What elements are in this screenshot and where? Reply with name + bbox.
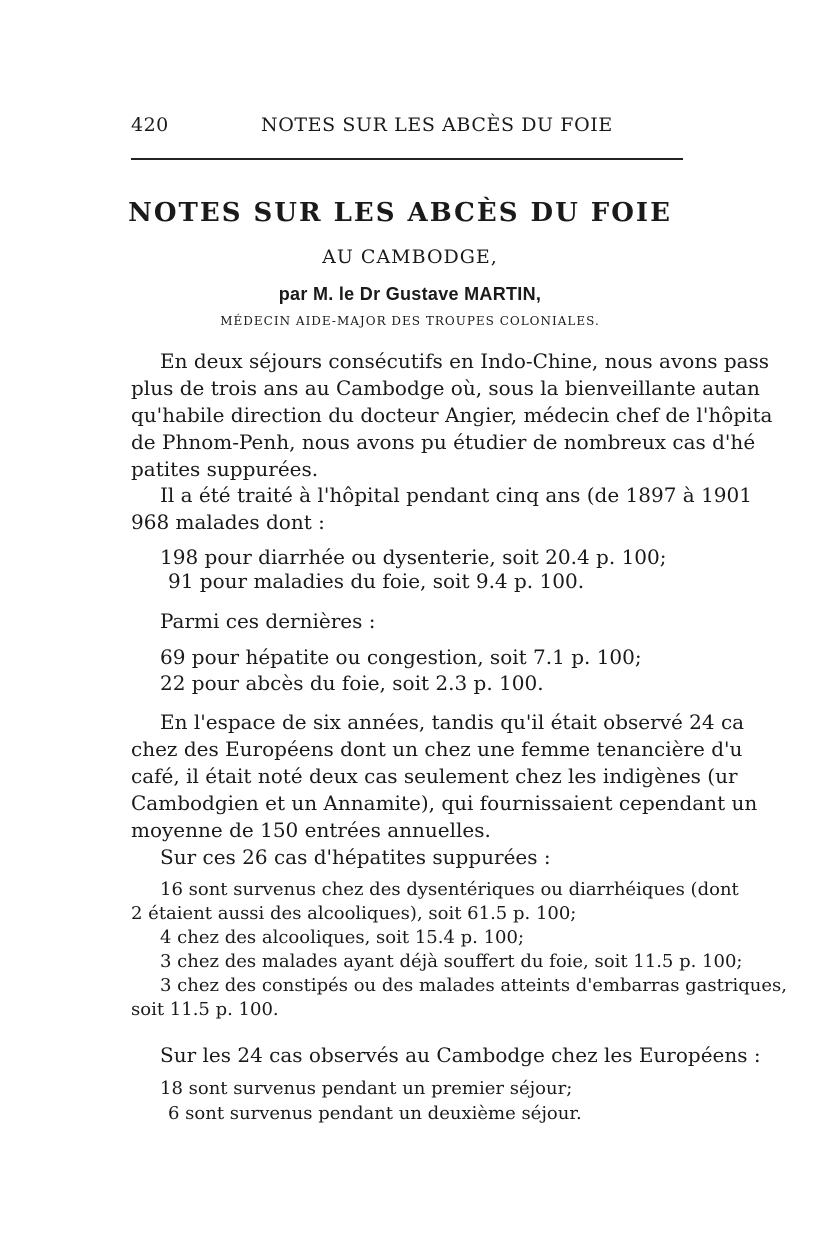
text-line: 4 chez des alcooliques, soit 15.4 p. 100; — [160, 927, 525, 948]
text-line: 6 sont survenus pendant un deuxième séjour. — [168, 1103, 582, 1124]
page-number: 420 — [131, 114, 169, 136]
running-head — [131, 114, 687, 144]
text-line: 3 chez des constipés ou des malades atteints d'embarras gastriques, — [160, 975, 787, 996]
text-line: moyenne de 150 entrées annuelles. — [131, 818, 491, 842]
text-line: qu'habile direction du docteur Angier, médecin chef de l'hôpita — [131, 403, 773, 427]
text-line: Sur les 24 cas observés au Cambodge chez les Européens : — [160, 1043, 761, 1067]
text-line: 3 chez des malades ayant déjà souffert du foie, soit 11.5 p. 100; — [160, 951, 743, 972]
text-line: 198 pour diarrhée ou dysenterie, soit 20.4 p. 100; — [160, 545, 667, 569]
text-line: café, il était noté deux cas seulement chez les indigènes (ur — [131, 764, 738, 788]
text-line: 16 sont survenus chez des dysentériques ou diarrhéiques (dont — [160, 879, 739, 900]
author-line: par M. le Dr Gustave MARTIN, — [278, 284, 542, 304]
text-line: En l'espace de six années, tandis qu'il était observé 24 ca — [160, 710, 745, 734]
text-line: soit 11.5 p. 100. — [131, 999, 279, 1020]
running-title: NOTES SUR LES ABCÈS DU FOIE — [261, 114, 613, 136]
text-line: Parmi ces dernières : — [160, 609, 376, 633]
text-line: chez des Européens dont un chez une femme tenancière d'u — [131, 737, 743, 761]
text-line: patites suppurées. — [131, 457, 319, 481]
text-line: Il a été traité à l'hôpital pendant cinq ans (de 1897 à 1901 — [160, 483, 752, 507]
author-role: MÉDECIN AIDE-MAJOR DES TROUPES COLONIALES. — [220, 314, 600, 328]
header-rule — [131, 158, 683, 160]
text-line: 69 pour hépatite ou congestion, soit 7.1 p. 100; — [160, 645, 642, 669]
text-line: de Phnom-Penh, nous avons pu étudier de nombreux cas d'hé — [131, 430, 756, 454]
text-line: 22 pour abcès du foie, soit 2.3 p. 100. — [160, 671, 544, 695]
text-line: En deux séjours consécutifs en Indo-Chine, nous avons pass — [160, 349, 770, 373]
article-title: NOTES SUR LES ABCÈS DU FOIE — [128, 198, 672, 228]
text-line: 18 sont survenus pendant un premier séjour; — [160, 1078, 573, 1099]
text-line: 91 pour maladies du foie, soit 9.4 p. 100. — [168, 569, 585, 593]
text-line: 2 étaient aussi des alcooliques), soit 61.5 p. 100; — [131, 903, 577, 924]
text-line: 968 malades dont : — [131, 510, 325, 534]
text-line: plus de trois ans au Cambodge où, sous la bienveillante autan — [131, 376, 760, 400]
text-line: Cambodgien et un Annamite), qui fournissaient cependant un — [131, 791, 758, 815]
text-line: Sur ces 26 cas d'hépatites suppurées : — [160, 845, 551, 869]
article-subtitle: AU CAMBODGE, — [322, 246, 498, 268]
